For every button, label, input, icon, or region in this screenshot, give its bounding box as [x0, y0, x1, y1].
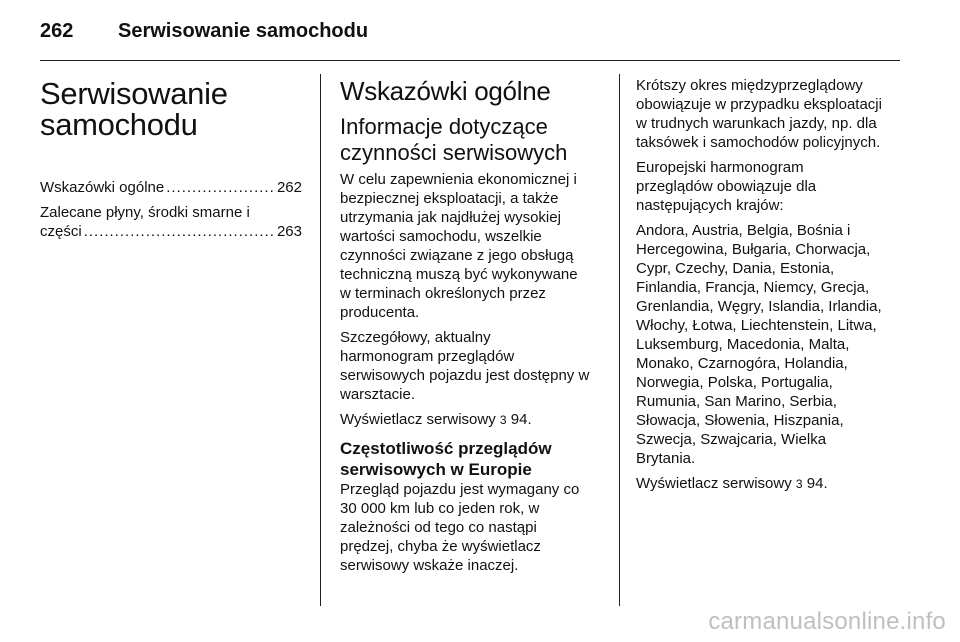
toc-page: 263: [276, 223, 302, 240]
text-line: Hercegowina, Bułgaria, Chorwacja,: [636, 241, 871, 258]
text-line: Włochy, Łotwa, Liechtenstein, Litwa,: [636, 317, 877, 334]
column-divider: [619, 74, 620, 606]
text-line: Monako, Czarnogóra, Holandia,: [636, 355, 848, 372]
page-number: 262: [40, 20, 74, 42]
section-title: Wskazówki ogólne: [340, 76, 551, 106]
text-line: Grenlandia, Węgry, Islandia, Irlandia,: [636, 298, 882, 315]
text-line: prędzej, chyba że wyświetlacz: [340, 538, 541, 555]
toc-leader-dots: [84, 222, 275, 241]
text-line: Europejski harmonogram: [636, 159, 804, 176]
toc-label: części: [40, 223, 82, 240]
subsection-title: Częstotliwość przeglądów serwisowych w Europie: [340, 439, 552, 479]
text-line: serwisowych pojazdu jest dostępny w: [340, 367, 590, 384]
text-line: Finlandia, Francja, Niemcy, Grecja,: [636, 279, 870, 296]
toc-label: Wskazówki ogólne: [40, 179, 165, 196]
text-line: utrzymania jak najdłużej wysokiej: [340, 209, 561, 226]
text-line: Szwecja, Szwajcaria, Wielka: [636, 431, 827, 448]
content-column: [340, 74, 602, 581]
text-line: warsztacie.: [340, 386, 416, 403]
toc-entry[interactable]: [40, 203, 302, 241]
running-title: Serwisowanie samochodu: [118, 20, 369, 42]
toc-label: Zalecane płyny, środki smarne i: [40, 204, 250, 221]
text-line: bezpiecznej eksploatacji, a także: [340, 190, 559, 207]
page-ref-arrow-icon: 3: [795, 477, 803, 491]
text-line: Brytania.: [636, 450, 696, 467]
text-line: serwisowy wskaże inaczej.: [340, 557, 519, 574]
text-line: techniczną muszą być wykonywane: [340, 266, 578, 283]
table-of-contents: [40, 178, 302, 241]
text-line: przeglądów obowiązuje dla: [636, 178, 817, 195]
text-line: zależności od tego co nastąpi: [340, 519, 537, 536]
text-line: taksówek i samochodów policyjnych.: [636, 134, 881, 151]
text-line: następujących krajów:: [636, 197, 784, 214]
chapter-title: Serwisowanie samochodu: [40, 76, 228, 142]
content-column: [636, 76, 904, 500]
text-line: W celu zapewnienia ekonomicznej i: [340, 171, 577, 188]
body-paragraph: [636, 158, 904, 215]
text-line: Przegląd pojazdu jest wymagany co: [340, 481, 580, 498]
body-paragraph: [340, 480, 602, 575]
text-line: czynności związane z jego obsługą: [340, 247, 574, 264]
cross-reference[interactable]: Wyświetlacz serwisowy 3 94.: [636, 475, 828, 492]
body-paragraph: [340, 170, 602, 322]
text-line: Luksemburg, Macedonia, Malta,: [636, 336, 850, 353]
toc-page: 262: [276, 179, 302, 196]
chapter-column: [40, 72, 302, 247]
subsection-title: Informacje dotyczące czynności serwisowych: [340, 114, 568, 165]
page-header: [40, 12, 900, 48]
text-line: Andora, Austria, Belgia, Bośnia i: [636, 222, 851, 239]
toc-leader-dots: [166, 178, 275, 197]
text-line: Szczegółowy, aktualny: [340, 329, 491, 346]
text-line: obowiązuje w przypadku eksploatacji: [636, 96, 882, 113]
text-line: 30 000 km lub co jeden rok, w: [340, 500, 540, 517]
column-divider: [320, 74, 321, 606]
toc-entry[interactable]: [40, 178, 302, 197]
country-list: [636, 221, 904, 468]
body-paragraph: [340, 328, 602, 404]
cross-reference[interactable]: Wyświetlacz serwisowy 3 94.: [340, 411, 532, 428]
text-line: wartości samochodu, wszelkie: [340, 228, 542, 245]
text-line: Cypr, Czechy, Dania, Estonia,: [636, 260, 835, 277]
header-divider: [40, 60, 900, 61]
page-ref-arrow-icon: 3: [499, 413, 507, 427]
text-line: Norwegia, Polska, Portugalia,: [636, 374, 833, 391]
body-paragraph: [636, 76, 904, 152]
text-line: harmonogram przeglądów: [340, 348, 515, 365]
text-line: w terminach określonych przez: [340, 285, 546, 302]
text-line: Słowacja, Słowenia, Hiszpania,: [636, 412, 844, 429]
text-line: Krótszy okres międzyprzeglądowy: [636, 77, 863, 94]
text-line: producenta.: [340, 304, 420, 321]
text-line: w trudnych warunkach jazdy, np. dla: [636, 115, 877, 132]
watermark: carmanualsonline.info: [708, 608, 946, 635]
text-line: Rumunia, San Marino, Serbia,: [636, 393, 837, 410]
